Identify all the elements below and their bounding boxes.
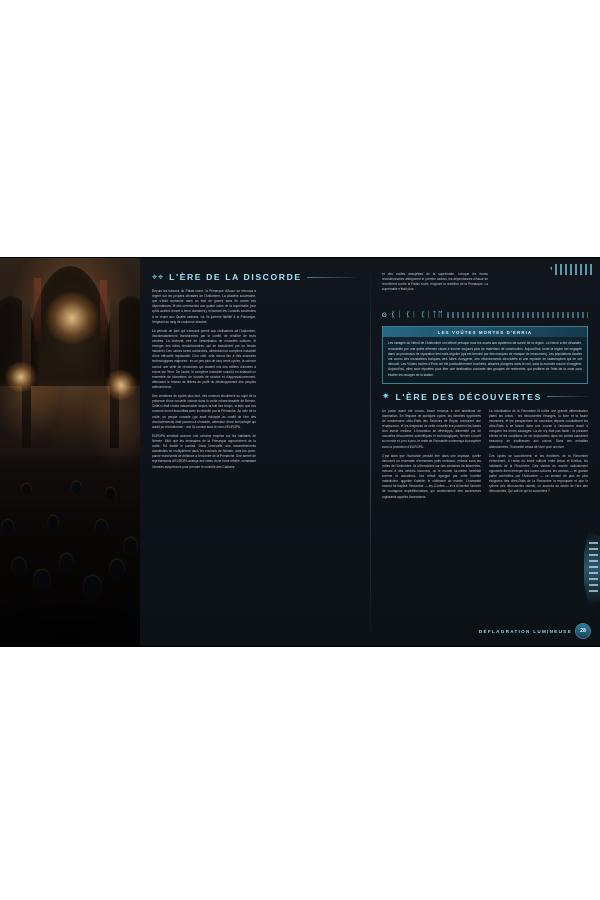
light-glow-center [44, 292, 100, 344]
paragraph: La colonisation de la Flexombre fit naître une grande détermination parmi les Arbus : les découvertes étranges, la flore et la faune inconnues, et les perspectives de nouveaux départs conduisirent les cités-États à se lancer dans une course à l'armement visant à conquérir les terres sauvages. La vie n'y était pas facile : la pression élevée et les conditions de vie déplorables dans les voûtes causèrent beaucoup de souffrances aux colons. Dans ces entrailles abandonnées, l'humanité cessa de vivre pour survivre. [489, 408, 588, 449]
rune-decoration-strip [382, 310, 588, 320]
banner-right [100, 280, 107, 340]
paragraph: Depuis les balcons du Palais ivoire, la Primarque d'Assur se retrouva à régner sur les peuples dévastés de l'Antiombre. La citadelle souveraine, que s'était construite dans un état de guerre sans fin contre ses dépendances, fit des cérémonies aux quatre coins de la suprématie (non qu'ils avaient donné à leurs domaines), exhortant les Conseils souverains à se réunir aux Quatre cadrans. Là, ils jurèrent fidélité à la Primarque, l'érigeant au rang de couronne absolue. [152, 289, 256, 324]
banner-left [34, 278, 41, 342]
light-glow-right [104, 370, 138, 400]
page-footer [479, 624, 590, 638]
figure-head [12, 558, 26, 576]
paragraph: La période de paix qui s'ensuivit permit aux civilisations de l'Antiombre, incontestablement transformées par le conflit, de renaître de leurs cendres. La diversité, née de l'assimilation de nouvelles cultures, fit émerger des idées révolutionnaires, qui se traduisirent par un besoin industriel. Des usines furent construites, alimentant un complexe industriel d'une efficacité implacable. D'un côté, cela donna lieu à des avancées technologiques majeures : en un peu plus de cinq cents cycles, la science connut une série de révolutions qui avaient mis des milliers d'années à éclore sur Terre. De l'autre, le complexe industriel roulait-il en éclairant un ensemble de kilomètres de tunnels de service et d'approvisionnement, détruisant le réseau de filières au profit du développement des peuples antinombreux. [152, 328, 256, 389]
figure-head [110, 560, 124, 578]
section-header-decouvertes [382, 392, 588, 402]
figure-head [48, 516, 58, 529]
section-rule [547, 396, 588, 397]
callout-title: LES VOÛTES MORTES D'ERRIA [383, 327, 587, 337]
rune-bar-icon [447, 312, 588, 318]
figure-head [84, 576, 101, 597]
figure-head [34, 570, 50, 590]
section-glyph-icon: ⌖⌖ [152, 271, 165, 282]
figure-head [72, 482, 81, 493]
callout-body: Les ravages du Néroil de l'Antiombre ont détruit presque tous les accès aux systèmes de survie de la région. La Néroil a été dévastée, remodelée par une quête effrénée visant à trouver toujours plus de matériaux de construction. Aujourd'hui, toute la région est engagée dans un processus de réparation lent mais régulier (qui est terminé par des marques de manque de ressources). Les populations locales ont connu des inondations toxiques, des fuites d'oxygène, des effondrements structurels et une myriade de catastrophes qui en ont découlé. Les Voûtes mortes d'Erria ont été particulièrement touchées, laissées plongées dans le noir, sans la moindre source d'oxygène. Aujourd'hui, elles sont réputées pour être une destination courante des groupes de recherche, qui profitent de l'état de la zone pour étudier les ravages de la station. [388, 341, 582, 377]
crowd-silhouette [0, 456, 140, 646]
paragraph: EUROPA semblait avancer une certaine emprise sur les habitants de Némée. Sitôt que les émissaires de la Primarque approchèrent de la voûte, l'IA établit le contact. Dans l'intervalle, des rassemblements clandestins se multiplièrent dans les environs de Némée, dont les porte-parole marchands de défiance à l'encontre de la Primarche. Une armée de représentants d'EUROPA avança aux côtés d'une force rebelle, constatant l'armées assyriennes pour prendre le contrôle des Cadrans. [152, 433, 256, 469]
figure-head [22, 484, 31, 495]
text-pages [140, 258, 600, 646]
paragraph: et des voûtes assujetties de la suprématie. Lorsque les forces révolutionnaires atteignirent le premier cadran, les dépendances d'Assur se révoltèrent contre le Palais ivoire, exigeant la reddition de la Primarque. La suprématie n'était plus. [382, 272, 488, 292]
figure-head [60, 554, 73, 571]
page-number: 28 [576, 624, 590, 638]
section-header-discorde [152, 272, 358, 282]
section-rule [307, 277, 358, 278]
paragraph: C'est alors que l'humanité pensait être dans une impasse, qu'elle découvrit un ensemble d'immenses puits verticaux, enfouis sous les voiles de l'Antiombre. Ils s'étendaient sur des centaines de kilomètres, menant à des centres inconnus, où le monde lui-même tremblait comme et actuations. Nul n'était épargné par cette horrible malédiction, appelée Kalabile, le châtiment du monde. L'humanité mourut fut baptisé Flexombre — les Confins — et s'ôt bientôt l'arrivée de courageux expéditionnaires, qui construisirent des ascenseurs rugissants appelés Ascendants. [382, 453, 481, 499]
body-column-left [152, 289, 256, 470]
figure-head [96, 520, 107, 534]
paragraph: Des centaines de cycles plus tard, des rumeurs circulèrent au sujet de la présence d'une nouvelle colonie dans la voûte infranchissable de Némée. Celle-ci était restée inaccessible depuis la nuit des temps, si bien que ces rumeurs furent accueillies avec incrédulité par la Primarche. Au sein de la voûte, un peuple nomade (qui avait échappé au conflit de l'ère des chuchotements) était parvenu à s'installer, détenteur d'une technologie qui aurait pu révolutionner : une IA connue sous le nom d'EUROPA. [152, 394, 256, 429]
figure-head [124, 538, 137, 554]
figure-head [106, 488, 115, 499]
edge-ornament-stripes-icon [589, 542, 598, 594]
section-title: L'ÈRE DE LA DISCORDE [169, 272, 302, 282]
callout-box-voutes-mortes [382, 326, 588, 383]
paragraph: Ces cycles se succédèrent, et les frontières de la Flexombre s'étendirent, à l'actar du fossé culturel entre Arkus et Exéllus, les habitants de la Flexombre. Des visions du monde radicalement opposées firent émerger des contre-cultures, les cosmos — en grande partie contrôlées par l'Antiombre — se sentant de plus en plus éloignées des cités-États de la Flexombre la regroupant et que le rythme des découvertes ralentit, on accorda au déclin de l'ère des découvertes. Qui sait ce qui lui succédera ? [489, 453, 588, 494]
figure-head [2, 520, 13, 534]
book-spread [0, 258, 600, 646]
light-glow-left [4, 362, 38, 392]
rune-glyphs-icon: 𐍈 ᛕᛁ ᛕᛁ ᛕᛁᛏᛖ [382, 310, 444, 320]
page-left [140, 258, 370, 646]
paragraph: Un pacte avant été conclu, Assur renonça à ses ambitions de domination. En l'espace de quelques cycles, les identités opprimées de nombreuses cités-États des Secteurs de Reyau connurent une renaissance, et les dirigeants de cette nouvelle ère posèrent les bases d'un avenir meilleur. L'innovation se développa, alimentée par de nouvelles découvertes scientifiques et technologiques. Némée s'ouvrit au monde et, peu à peu, le reste de l'humanité commença à prospérer sous la protection d'EUROPA. [382, 408, 481, 449]
continuation-column [382, 272, 488, 292]
footer-label: DÉFLAGRATION LUMINEUSE [478, 628, 572, 634]
section-title: L'ÈRE DES DÉCOUVERTES [395, 391, 542, 402]
tech-ornament-top-icon [550, 264, 594, 275]
illustration-page [0, 258, 140, 646]
section-glyph-icon: ✷ [382, 391, 391, 402]
body-columns-right [382, 409, 588, 501]
page-right [370, 258, 600, 646]
